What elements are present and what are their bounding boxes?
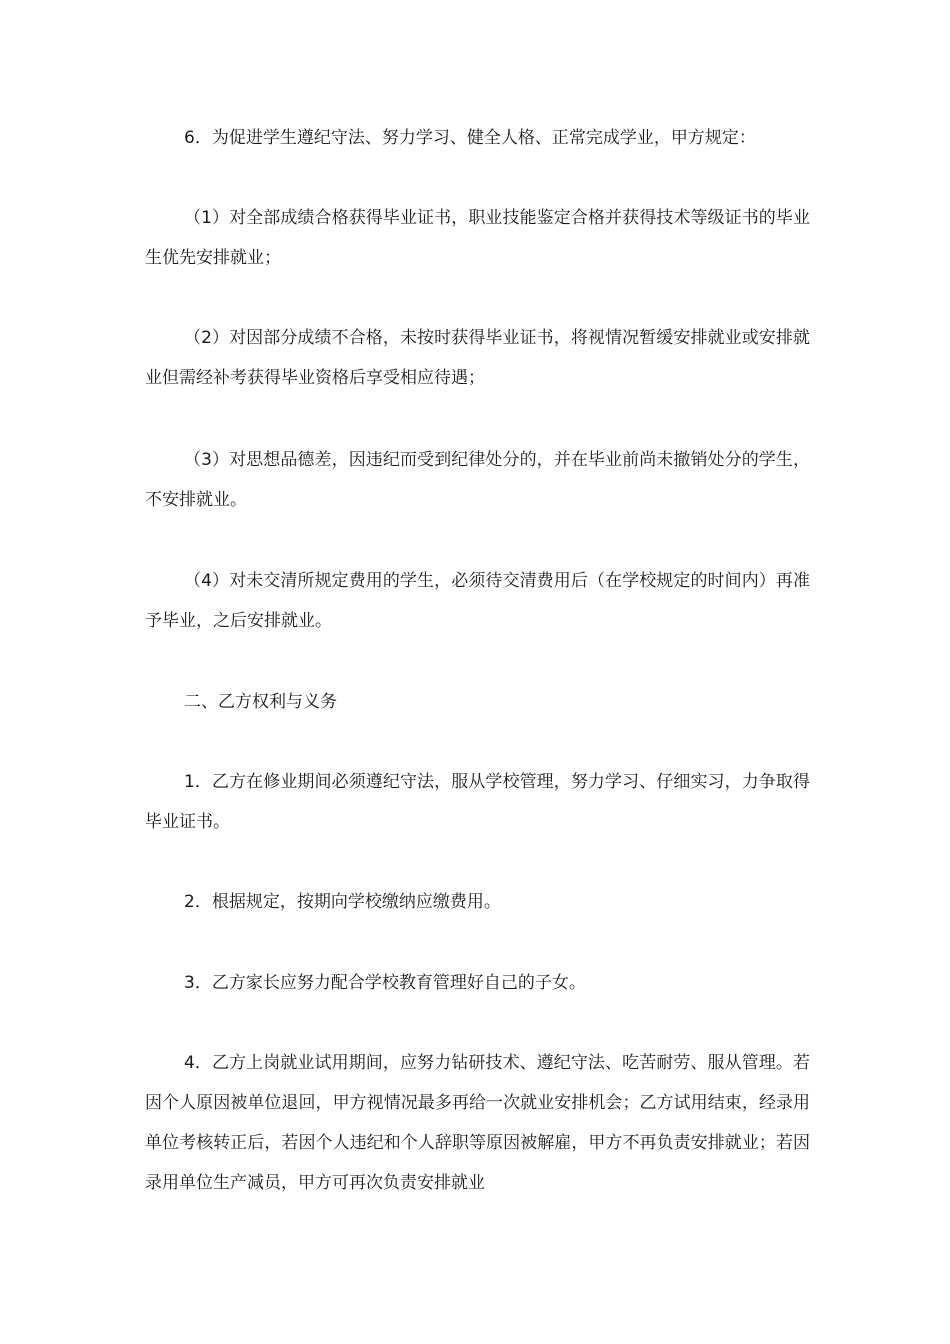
paragraph-item-4: （4）对未交清所规定费用的学生，必须待交清费用后（在学校规定的时间内）再准予毕业，之后安排就业。: [145, 571, 810, 631]
paragraph-item-1: （1）对全部成绩合格获得毕业证书，职业技能鉴定合格并获得技术等级证书的毕业生优先安排就业；: [145, 208, 810, 268]
section-paragraph-1: 1．乙方在修业期间必须遵纪守法，服从学校管理，努力学习、仔细实习，力争取得毕业证书。: [145, 772, 810, 832]
paragraph-item-3: （3）对思想品德差，因违纪而受到纪律处分的，并在毕业前尚未撤销处分的学生，不安排就业。: [145, 450, 810, 510]
section-paragraph-3: 3．乙方家长应努力配合学校教育管理好自己的子女。: [184, 973, 586, 993]
section-paragraph-4: 4．乙方上岗就业试用期间，应努力钻研技术、遵纪守法、吃苦耐劳、服从管理。若因个人原因被单位退回，甲方视情况最多再给一次就业安排机会；乙方试用结束，经录用单位考核转正后，若因个人违纪和个人辞职等原因被解雇，甲方不再负责安排就业；若因录用单位生产减员，甲方可再次负责安排就业: [145, 1053, 810, 1193]
paragraph-item-2: （2）对因部分成绩不合格，未按时获得毕业证书，将视情况暂缓安排就业或安排就业但需经补考获得毕业资格后享受相应待遇；: [145, 328, 810, 388]
section-paragraph-2: 2．根据规定，按期向学校缴纳应缴费用。: [184, 892, 501, 912]
paragraph-6: 6．为促进学生遵纪守法、努力学习、健全人格、正常完成学业，甲方规定：: [184, 128, 756, 148]
section-heading: 二、乙方权利与义务: [184, 692, 337, 712]
